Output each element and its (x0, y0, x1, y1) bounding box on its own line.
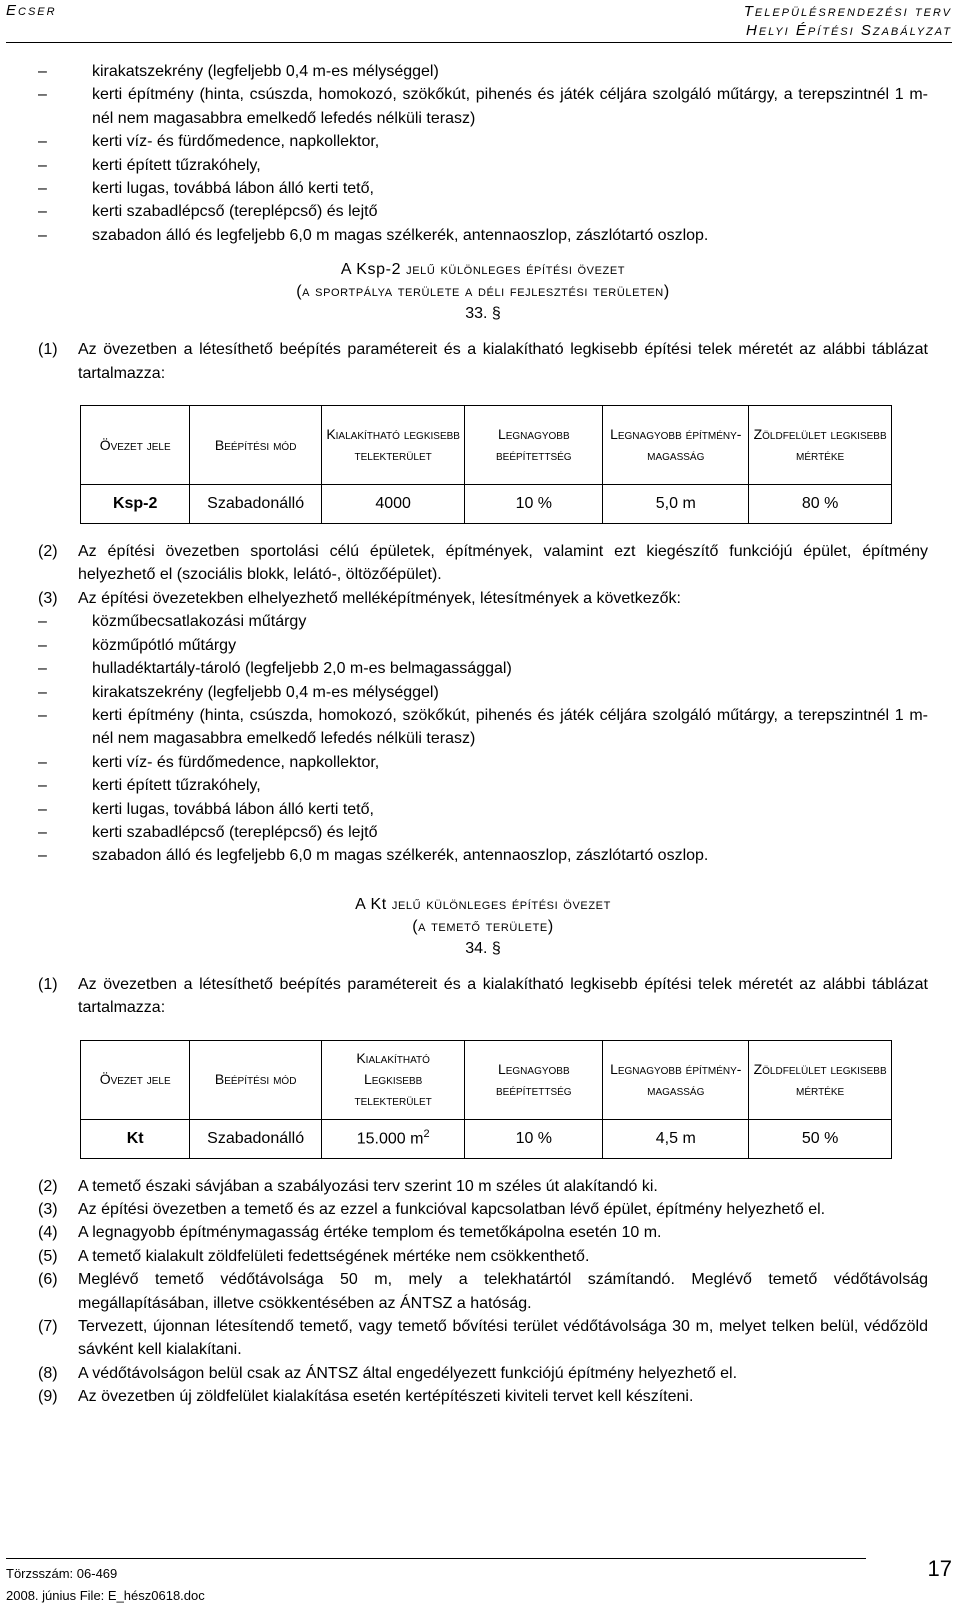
table-cell: Szabadonálló (190, 485, 322, 524)
paragraph: (2) A temető északi sávjában a szabályozási terv szerint 10 m széles út alakítandó ki. (38, 1177, 658, 1195)
footer-registry-number: Törzsszám: 06-469 (6, 1566, 118, 1581)
list-item: – kerti épített tűzrakóhely, (38, 777, 261, 795)
table-cell: 4000 (321, 485, 464, 524)
table-row (81, 1119, 892, 1158)
table-header: Kialakítható Legkisebb telekterület (321, 1040, 464, 1119)
table-row (81, 485, 892, 524)
table-cell: 10 % (465, 1119, 603, 1158)
table-cell: 80 % (749, 485, 892, 524)
table-cell: 4,5 m (603, 1119, 749, 1158)
table-cell: 10 % (465, 485, 603, 524)
list-item: – kerti víz- és fürdőmedence, napkollektor, (38, 133, 380, 151)
footer-file-info: 2008. június File: E_hész0618.doc (6, 1588, 205, 1603)
page-footer (6, 1546, 952, 1616)
section-title: A Ksp-2 jelű különleges építési övezet (340, 261, 626, 279)
table-header: Övezet jele (81, 406, 190, 485)
list-item: – szabadon álló és legfeljebb 6,0 m magas szélkerék, antennaoszlop, zászlótartó oszlop. (38, 847, 709, 865)
header-town: Ecser (6, 2, 57, 19)
zone-table-kt (80, 1040, 892, 1159)
header-doc-title (744, 2, 952, 40)
section-subtitle: (a temető területe) (412, 917, 554, 935)
section-number: 34. § (465, 939, 501, 957)
table-cell: Kt (81, 1119, 190, 1158)
list-item: – kerti lugas, továbbá lábon álló kerti tető, (38, 180, 374, 198)
list-item: – kerti víz- és fürdőmedence, napkollektor, (38, 753, 380, 771)
table-cell: Ksp-2 (81, 485, 190, 524)
header-title-line1: Településrendezési terv (743, 3, 952, 20)
paragraph: (2) Az építési övezetben sportolási célú épületek, építmények, valamint ezt kiegészítő funkciójú épület, építmény helyezhető el (szociális blokk, lelátó-, öltözőépület). (38, 543, 928, 584)
table-header: Legnagyobb beépítettség (465, 1040, 603, 1119)
list-item: – szabadon álló és legfeljebb 6,0 m magas szélkerék, antennaoszlop, zászlótartó oszlop. (38, 226, 709, 244)
table-cell: Szabadonálló (190, 1119, 322, 1158)
table-header: Zöldfelület legkisebb mértéke (749, 1040, 892, 1119)
paragraph: (1) Az övezetben a létesíthető beépítés paramétereit és a kialakítható legkisebb építési telek méretét az alábbi táblázat tartalmazza: (38, 975, 928, 1017)
paragraph: (5) A temető kialakult zöldfelületi fedettségének mértéke nem csökkenthető. (38, 1247, 590, 1265)
table-header-row (81, 406, 892, 485)
list-item: – kerti lugas, továbbá lábon álló kerti tető, (38, 800, 374, 818)
paragraph: (9) Az övezetben új zöldfelület kialakítása esetén kertépítészeti kiviteli tervet kell készíteni. (38, 1388, 694, 1406)
section-heading-kt (38, 894, 928, 961)
top-list (38, 60, 928, 247)
table-header: Kialakítható legkisebb telekterület (321, 406, 464, 485)
zone-table-ksp (80, 405, 892, 524)
header-title-line2: Helyi Építési Szabályzat (746, 22, 952, 39)
list-item: – közműbecsatlakozási műtárgy (38, 613, 307, 631)
list-item: – kerti épített tűzrakóhely, (38, 156, 261, 174)
section-heading-ksp (38, 259, 928, 326)
table-header: Beépítési mód (190, 406, 322, 485)
section-subtitle: (a sportpálya területe a déli fejlesztési területen) (296, 283, 670, 301)
header-rule (6, 42, 952, 43)
list-item: – kirakatszekrény (legfeljebb 0,4 m-es mélységgel) (38, 683, 439, 701)
table-header: Legnagyobb beépítettség (465, 406, 603, 485)
table-cell: 15.000 $m^2$ (321, 1119, 464, 1158)
table-cell: 50 % (749, 1119, 892, 1158)
paragraph: (3) Az építési övezetekben elhelyezhető melléképítmények, létesítmények a következők: (38, 589, 681, 607)
list-item: – kirakatszekrény (legfeljebb 0,4 m-es mélységgel) (38, 63, 439, 80)
list-item: – közműpótló műtárgy (38, 636, 237, 654)
paragraph: (6) Meglévő temető védőtávolsága 50 m, mely a telekhatártól számítandó. Meglévő temető védőtávolság megállapításában, illetve csökkentésében az ÁNTSZ a hatóság. (38, 1271, 928, 1312)
table-header: Övezet jele (81, 1040, 190, 1119)
kt-paragraphs (38, 1175, 928, 1409)
table-header: Legnagyobb építmény-magasság (603, 1040, 749, 1119)
paragraph: (8) A védőtávolságon belül csak az ÁNTSZ által engedélyezett funkciójú építmény helyezhető el. (38, 1364, 738, 1382)
section-title: A Kt jelű különleges építési övezet (355, 895, 611, 913)
section-number: 33. § (465, 305, 501, 323)
paragraph: (1) Az övezetben a létesíthető beépítés paramétereit és a kialakítható legkisebb építési telek méretét az alábbi táblázat tartalmazza: (38, 341, 928, 382)
table-header: Zöldfelület legkisebb mértéke (749, 406, 892, 485)
paragraph: (3) Az építési övezetben a temető és az ezzel a funkcióval kapcsolatban lévő épület, építmény helyezhető el. (38, 1200, 826, 1218)
list-item: – kerti építmény (hinta, csúszda, homokozó, szökőkút, pihenés és játék céljára szolgáló műtárgy, a terepszintnél 1 m-nél nem magasabbra emelkedő lefedés nélküli terasz) (38, 86, 928, 127)
table-header: Legnagyobb építmény-magasság (603, 406, 749, 485)
list-item: – kerti szabadlépcső (tereplépcső) és lejtő (38, 203, 378, 221)
table-header-row (81, 1040, 892, 1119)
page-number: 17 (927, 1556, 952, 1581)
footer-rule (6, 1558, 866, 1559)
paragraph: (4) A legnagyobb építménymagasság értéke templom és temetőkápolna esetén 10 m. (38, 1224, 662, 1242)
table-cell: 5,0 m (603, 485, 749, 524)
list-item: – hulladéktartály-tároló (legfeljebb 2,0 m-es belmagassággal) (38, 660, 512, 678)
ksp-list (38, 610, 928, 867)
list-item: – kerti szabadlépcső (tereplépcső) és lejtő (38, 823, 378, 841)
paragraph: (7) Tervezett, újonnan létesítendő temető, vagy temető bővítési terület védőtávolsága 30 m, melyet telken belül, védőzöld sávként kell kialakítani. (38, 1318, 928, 1359)
page-header (0, 0, 960, 40)
list-item: – kerti építmény (hinta, csúszda, homokozó, szökőkút, pihenés és játék céljára szolgáló műtárgy, a terepszintnél 1 m-nél nem magasabbra emelkedő lefedés nélküli terasz) (38, 706, 928, 748)
main-content (38, 60, 928, 1409)
table-header: Beépítési mód (190, 1040, 322, 1119)
